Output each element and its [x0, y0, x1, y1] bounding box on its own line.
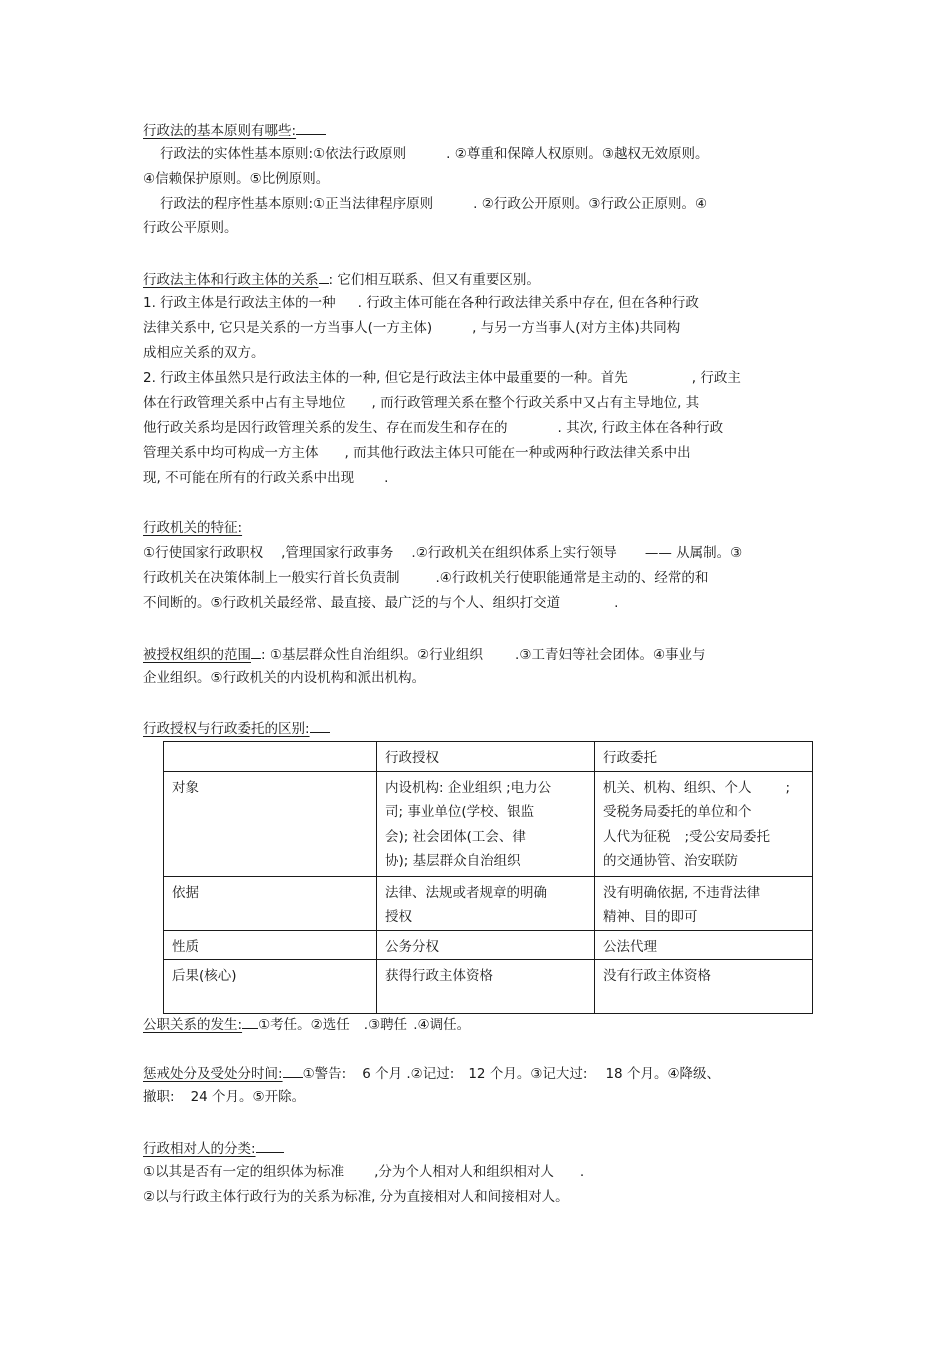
paragraph-line: 撤职: 24 个月。⑤开除。: [143, 1089, 306, 1105]
table-cell: 公务分权: [377, 930, 595, 960]
paragraph-line: 法律关系中, 它只是关系的一方当事人(一方主体) , 与另一方当事人(对方主体)共同构: [143, 320, 681, 336]
paragraph-line: 不间断的。⑤行政机关最经常、最直接、最广泛的与个人、组织打交道 .: [143, 595, 619, 611]
table-row-label: 性质: [164, 930, 377, 960]
table-header-cell: 行政委托: [595, 742, 813, 772]
paragraph-line: 行政公平原则。: [143, 220, 238, 236]
section-authorization-vs-entrustment-title: 行政授权与行政委托的区别:: [143, 718, 330, 738]
section-subject-relation-title: 行政法主体和行政主体的关系 : 它们相互联系、但又有重要区别。: [143, 269, 540, 289]
table-row: [164, 876, 813, 930]
section-basic-principles-title: 行政法的基本原则有哪些:: [143, 120, 326, 140]
paragraph-line: 行政法的实体性基本原则:①依法行政原则 . ②尊重和保障人权原则。③越权无效原则。: [160, 146, 709, 162]
table-cell: 获得行政主体资格: [377, 960, 595, 1014]
table-row: [164, 960, 813, 1014]
table-row-label: 对象: [164, 771, 377, 876]
comparison-table: [163, 741, 813, 1014]
table-header-row: [164, 742, 813, 772]
table-cell: 内设机构: 企业组织 ;电力公 司; 事业单位(学校、银监 会); 社会团体(工会、律 协); 基层群众自治组织: [377, 771, 595, 876]
paragraph-line: ①行使国家行政职权 ,管理国家行政事务 .②行政机关在组织体系上实行领导 —— 从属制。③: [143, 545, 743, 561]
table-cell: 没有明确依据, 不违背法律 精神、目的即可: [595, 876, 813, 930]
section-discipline-title: 惩戒处分及受处分时间: ①警告: 6 个月 .②记过: 12 个月。③记大过: 18 个月。④降级、: [143, 1063, 720, 1083]
paragraph-line: 行政机关在决策体制上一般实行首长负责制 .④行政机关行使职能通常是主动的、经常的和: [143, 570, 709, 586]
section-public-office-title: 公职关系的发生: ①考任。②选任 .③聘任 .④调任。: [143, 1014, 470, 1034]
table-row-label: 依据: [164, 876, 377, 930]
section-counterpart-title: 行政相对人的分类:: [143, 1138, 284, 1158]
paragraph-line: ②以与行政主体行政行为的关系为标准, 分为直接相对人和间接相对人。: [143, 1189, 569, 1205]
paragraph-line: 管理关系中均可构成一方主体 , 而其他行政法主体只可能在一种或两种行政法律关系中出: [143, 445, 691, 461]
paragraph-line: ④信赖保护原则。⑤比例原则。: [143, 171, 330, 187]
paragraph-line: ①以其是否有一定的组织体为标准 ,分为个人相对人和组织相对人 .: [143, 1164, 585, 1180]
table-row: [164, 930, 813, 960]
table-header-cell: 行政授权: [377, 742, 595, 772]
table-cell: 公法代理: [595, 930, 813, 960]
paragraph-line: 现, 不可能在所有的行政关系中出现 .: [143, 470, 389, 486]
paragraph-line: 成相应关系的双方。: [143, 345, 265, 361]
paragraph-line: 他行政关系均是因行政管理关系的发生、存在而发生和存在的 . 其次, 行政主体在各种行政: [143, 420, 724, 436]
paragraph-line: 2. 行政主体虽然只是行政法主体的一种, 但它是行政法主体中最重要的一种。首先 , 行政主: [143, 370, 741, 386]
paragraph-line: 1. 行政主体是行政法主体的一种 . 行政主体可能在各种行政法律关系中存在, 但在各种行政: [143, 295, 699, 311]
table-header-cell: [164, 742, 377, 772]
table-cell: 法律、法规或者规章的明确 授权: [377, 876, 595, 930]
section-authorized-org-title: 被授权组织的范围 : ①基层群众性自治组织。②行业组织 .③工青妇等社会团体。④事业与: [143, 644, 706, 664]
table-row: [164, 771, 813, 876]
table-cell: 机关、机构、组织、个人 ; 受税务局委托的单位和个 人代为征税 ;受公安局委托 的交通协管、治安联防: [595, 771, 813, 876]
table-row-label: 后果(核心): [164, 960, 377, 1014]
paragraph-line: 体在行政管理关系中占有主导地位 , 而行政管理关系在整个行政关系中又占有主导地位, 其: [143, 395, 700, 411]
paragraph-line: 行政法的程序性基本原则:①正当法律程序原则 . ②行政公开原则。③行政公正原则。④: [160, 196, 708, 212]
table-cell: 没有行政主体资格: [595, 960, 813, 1014]
section-admin-organ-features-title: 行政机关的特征:: [143, 520, 243, 536]
paragraph-line: 企业组织。⑤行政机关的内设机构和派出机构。: [143, 670, 426, 686]
